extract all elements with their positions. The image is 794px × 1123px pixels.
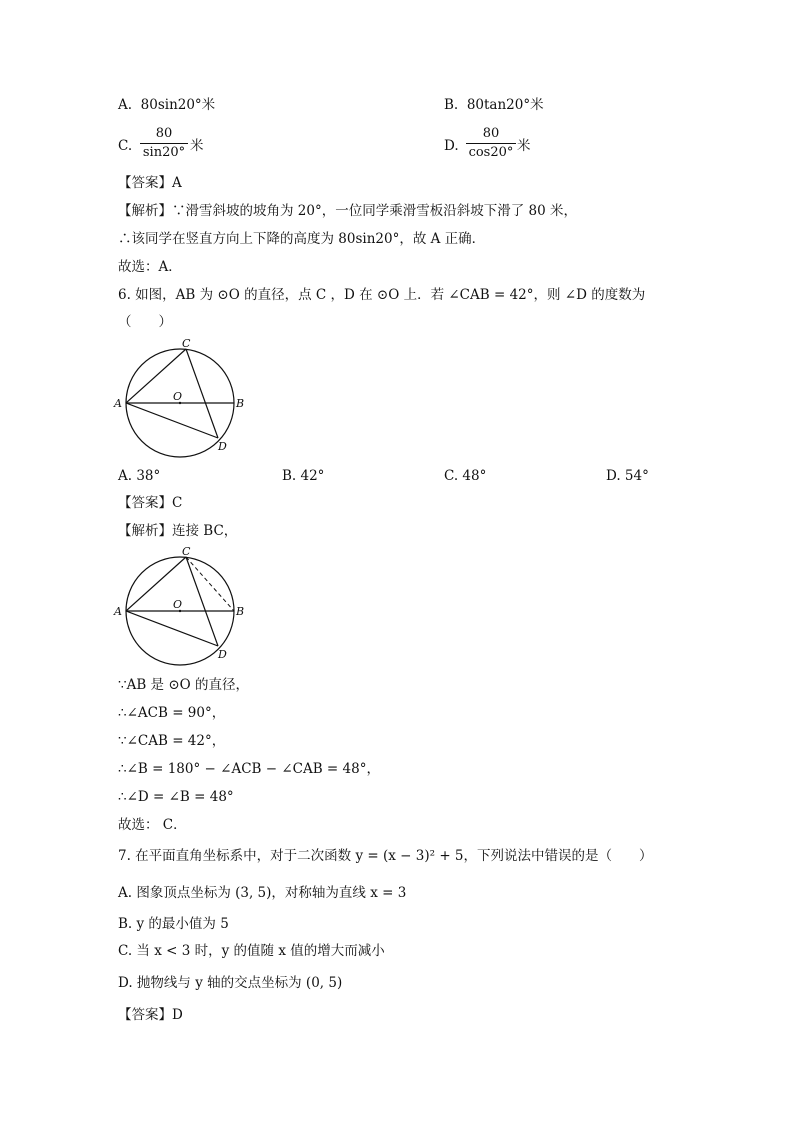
option-text: 80tan20°米 xyxy=(466,97,544,113)
point-label-b: B xyxy=(236,605,245,618)
fraction-denominator: cos20° xyxy=(468,145,514,160)
point-label-a: A xyxy=(114,397,122,410)
q5-option-c-fraction xyxy=(140,126,188,161)
q6-step-5: ∴∠D = ∠B = 48° xyxy=(118,789,234,805)
q5-option-b xyxy=(444,96,544,114)
q5-option-d-letter: D. xyxy=(444,138,459,154)
q5-explanation-line-2: ∴该同学在竖直方向上下降的高度为 80sin20°，故 A 正确． xyxy=(118,231,486,247)
option-letter: B. xyxy=(444,97,459,113)
chord-ad xyxy=(126,403,218,438)
fraction-numerator: 80 xyxy=(155,126,173,141)
chord-ad xyxy=(126,611,218,646)
q6-option-d: D. 54° xyxy=(606,468,649,484)
q6-step-1: ∵AB 是 ⊙O 的直径， xyxy=(118,677,250,693)
q7-option-d: D. 抛物线与 y 轴的交点坐标为 (0, 5) xyxy=(118,975,343,991)
q5-option-d-unit: 米 xyxy=(517,138,531,154)
option-letter: A. xyxy=(118,97,133,113)
q5-explanation-line-1: 【解析】∵滑雪斜坡的坡角为 20°，一位同学乘滑雪板沿斜坡下滑了 80 米， xyxy=(118,203,577,219)
q6-answer: 【答案】C xyxy=(118,495,183,511)
q6-option-c: C. 48° xyxy=(444,468,487,484)
q7-answer: 【答案】D xyxy=(118,1007,183,1023)
q5-selection: 故选：A． xyxy=(118,259,182,275)
option-text: 80sin20°米 xyxy=(140,97,216,113)
q5-option-c-letter: C. xyxy=(118,138,133,154)
point-label-o: O xyxy=(173,598,183,611)
q6-answer-paren: （ ） xyxy=(118,314,172,330)
q6-explanation-head: 【解析】连接 BC， xyxy=(118,523,238,539)
fraction-numerator: 80 xyxy=(482,126,500,141)
point-label-d: D xyxy=(218,648,227,661)
q6-step-3: ∵∠CAB = 42°， xyxy=(118,733,226,749)
q5-option-c-unit: 米 xyxy=(190,138,204,154)
chord-cd xyxy=(186,349,218,438)
point-label-b: B xyxy=(236,397,245,410)
chord-cd xyxy=(186,557,218,646)
q6-selection: 故选： C． xyxy=(118,817,187,833)
q5-option-a xyxy=(118,96,215,114)
q6-option-b: B. 42° xyxy=(282,468,325,484)
point-label-a: A xyxy=(114,605,122,618)
fraction-bar xyxy=(140,143,188,144)
q6-stem: 6. 如图，AB 为 ⊙O 的直径，点 C ，D 在 ⊙O 上．若 ∠CAB = 42°，则 ∠D 的度数为 xyxy=(118,287,646,303)
q5-option-d-fraction xyxy=(466,126,516,161)
q7-option-c: C. 当 x < 3 时，y 的值随 x 值的增大而减小 xyxy=(118,943,385,959)
q7-option-a: A. 图象顶点坐标为 (3, 5)，对称轴为直线 x = 3 xyxy=(118,885,407,901)
q6-option-a: A. 38° xyxy=(118,468,161,484)
point-label-d: D xyxy=(218,440,227,453)
q7-option-b: B. y 的最小值为 5 xyxy=(118,916,229,932)
q6-step-4: ∴∠B = 180° − ∠ACB − ∠CAB = 48°， xyxy=(118,761,380,777)
fraction-denominator: sin20° xyxy=(142,145,186,160)
fraction-bar xyxy=(466,143,516,144)
q6-solution-figure xyxy=(112,546,252,666)
point-label-c: C xyxy=(182,338,191,350)
q6-step-2: ∴∠ACB = 90°， xyxy=(118,705,226,721)
q5-answer: 【答案】A xyxy=(118,175,182,191)
q6-figure xyxy=(112,338,252,458)
point-label-c: C xyxy=(182,546,191,558)
point-label-o: O xyxy=(173,390,183,403)
q7-stem: 7. 在平面直角坐标系中，对于二次函数 y = (x − 3)² + 5，下列说法中错误的是（ ） xyxy=(118,848,653,864)
